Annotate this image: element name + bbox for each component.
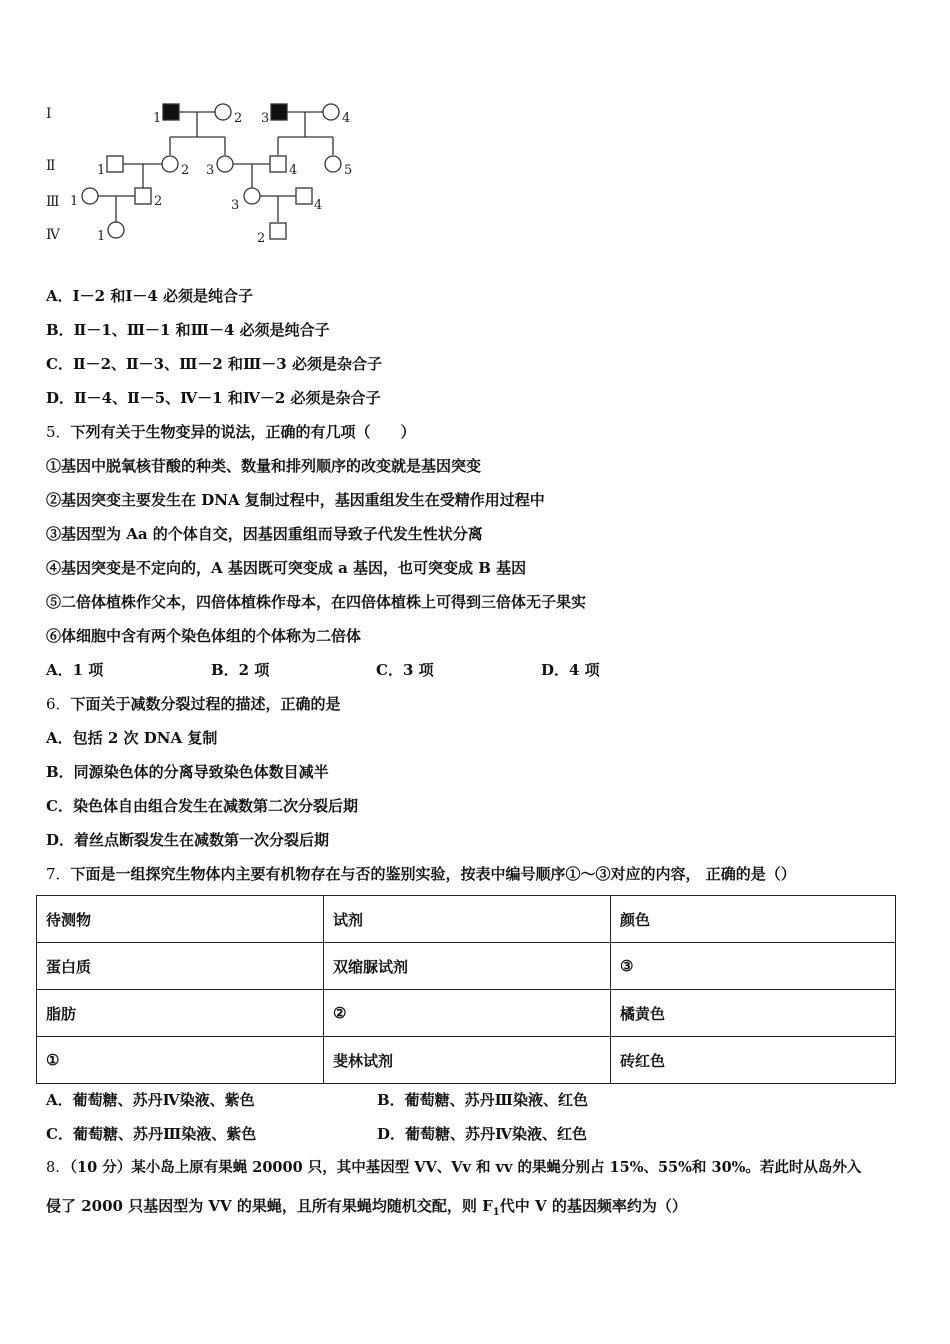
q5-stem-line	[46, 422, 416, 442]
q7-number: 7．	[46, 865, 71, 883]
q8-stem-2b: 代中 V 的基因频率约为（）	[499, 1197, 687, 1215]
q6-option-d: D．着丝点断裂发生在减数第一次分裂后期	[46, 831, 330, 849]
q4-option-b: B．Ⅱ－1、Ⅲ－1 和Ⅲ－4 必须是纯合子	[46, 321, 330, 339]
q8-stem-line-2	[46, 1196, 687, 1223]
q5-number: 5．	[46, 423, 71, 441]
gen-label-4: Ⅳ	[46, 227, 60, 243]
label-II5: 5	[344, 163, 353, 178]
label-II2: 2	[181, 163, 190, 178]
female-I2	[215, 104, 231, 120]
q6-number: 6．	[46, 695, 71, 713]
female-I4	[323, 104, 339, 120]
table-cell: 砖红色	[611, 1037, 896, 1084]
male-III4	[296, 188, 312, 204]
table-cell: 双缩脲试剂	[324, 943, 611, 990]
q4-option-d: D．Ⅱ－4、Ⅱ－5、Ⅳ－1 和Ⅳ－2 必须是杂合子	[46, 389, 381, 407]
female-III3	[244, 188, 260, 204]
q5-option-b: B．2 项	[211, 661, 270, 679]
label-II3: 3	[206, 163, 215, 178]
table-cell: 试剂	[324, 896, 611, 943]
table-cell: ③	[611, 943, 896, 990]
label-III2: 2	[154, 194, 163, 209]
q5-item-6: ⑥体细胞中含有两个染色体组的个体称为二倍体	[46, 627, 362, 645]
q4-option-a: A．Ⅰ－2 和Ⅰ－4 必须是纯合子	[46, 287, 253, 305]
label-I4: 4	[342, 111, 351, 126]
label-III1: 1	[70, 194, 79, 209]
female-II3	[217, 156, 233, 172]
q7-stem-line	[46, 864, 796, 884]
female-III1	[82, 188, 98, 204]
label-I1: 1	[153, 111, 162, 126]
label-IV1: 1	[97, 229, 106, 244]
male-IV2	[270, 223, 286, 239]
female-II5	[325, 156, 341, 172]
table-cell: 橘黄色	[611, 990, 896, 1037]
female-IV1	[108, 222, 124, 238]
table-cell: 斐林试剂	[324, 1037, 611, 1084]
q7-table	[36, 895, 896, 1084]
table-cell: 待测物	[37, 896, 324, 943]
male-III2	[135, 188, 151, 204]
table-row	[37, 896, 896, 943]
q7-option-d: D．葡萄糖、苏丹Ⅳ染液、红色	[377, 1125, 588, 1143]
gen-label-3: Ⅲ	[46, 194, 60, 210]
gen-label-2: Ⅱ	[46, 158, 56, 174]
q5-item-3: ③基因型为 Aa 的个体自交，因基因重组而导致子代发生性状分离	[46, 525, 483, 543]
q8-stem-line-1	[46, 1158, 861, 1178]
label-I2: 2	[234, 111, 243, 126]
label-I3: 3	[261, 111, 270, 126]
table-cell: 脂肪	[37, 990, 324, 1037]
gen-label-1: Ⅰ	[46, 106, 52, 122]
q7-options-row-1	[46, 1090, 588, 1110]
table-cell: 蛋白质	[37, 943, 324, 990]
label-IV2: 2	[257, 231, 266, 246]
q5-option-d: D．4 项	[541, 661, 600, 679]
q6-option-b: B．同源染色体的分离导致染色体数目减半	[46, 763, 329, 781]
q7-option-a: A．葡萄糖、苏丹Ⅳ染液、紫色	[46, 1091, 255, 1109]
table-cell: ①	[37, 1037, 324, 1084]
q7-options-row-2	[46, 1124, 587, 1144]
q5-stem: 下列有关于生物变异的说法，正确的有几项（ ）	[70, 423, 416, 441]
q5-option-c: C．3 项	[376, 661, 434, 679]
pedigree-diagram	[40, 92, 370, 252]
table-row	[37, 943, 896, 990]
label-II4: 4	[289, 163, 298, 178]
q5-item-2: ②基因突变主要发生在 DNA 复制过程中，基因重组发生在受精作用过程中	[46, 491, 545, 509]
label-III4: 4	[314, 198, 323, 213]
q4-option-c: C．Ⅱ－2、Ⅱ－3、Ⅲ－2 和Ⅲ－3 必须是杂合子	[46, 355, 382, 373]
q8-stem-1: （10 分）某小岛上原有果蝇 20000 只，其中基因型 VV、Vv 和 vv 的果蝇分别占 15%、55%和 30%。若此时从岛外入	[69, 1159, 862, 1176]
q8-number: 8．	[46, 1160, 70, 1176]
q7-option-c: C．葡萄糖、苏丹Ⅲ染液、紫色	[46, 1125, 257, 1143]
q5-item-1: ①基因中脱氧核苷酸的种类、数量和排列顺序的改变就是基因突变	[46, 457, 482, 475]
table-cell: ②	[324, 990, 611, 1037]
male-II4	[270, 156, 286, 172]
q5-options	[46, 660, 600, 680]
q8-subscript: 1	[492, 1207, 500, 1218]
table-row	[37, 1037, 896, 1084]
q6-stem-line	[46, 694, 341, 714]
q6-option-a: A．包括 2 次 DNA 复制	[46, 729, 218, 747]
q6-stem: 下面关于减数分裂过程的描述，正确的是	[70, 695, 341, 713]
female-II2	[162, 156, 178, 172]
q6-option-c: C．染色体自由组合发生在减数第二次分裂后期	[46, 797, 358, 815]
table-row	[37, 990, 896, 1037]
affected-male-I3	[271, 104, 287, 120]
q8-stem-2a: 侵了 2000 只基因型为 VV 的果蝇，且所有果蝇均随机交配，则 F	[46, 1197, 493, 1215]
table-cell: 颜色	[611, 896, 896, 943]
q5-item-4: ④基因突变是不定向的，A 基因既可突变成 a 基因，也可突变成 B 基因	[46, 559, 527, 577]
label-III3: 3	[231, 198, 240, 213]
label-II1: 1	[97, 163, 106, 178]
q7-option-b: B．葡萄糖、苏丹Ⅲ染液、红色	[377, 1091, 588, 1109]
q5-option-a: A．1 项	[46, 661, 104, 679]
affected-male-I1	[163, 104, 179, 120]
q5-item-5: ⑤二倍体植株作父本，四倍体植株作母本，在四倍体植株上可得到三倍体无子果实	[46, 593, 587, 611]
male-II1	[107, 156, 123, 172]
q7-stem: 下面是一组探究生物体内主要有机物存在与否的鉴别实验，按表中编号顺序①～③对应的内容， 正确的是（）	[70, 865, 796, 883]
